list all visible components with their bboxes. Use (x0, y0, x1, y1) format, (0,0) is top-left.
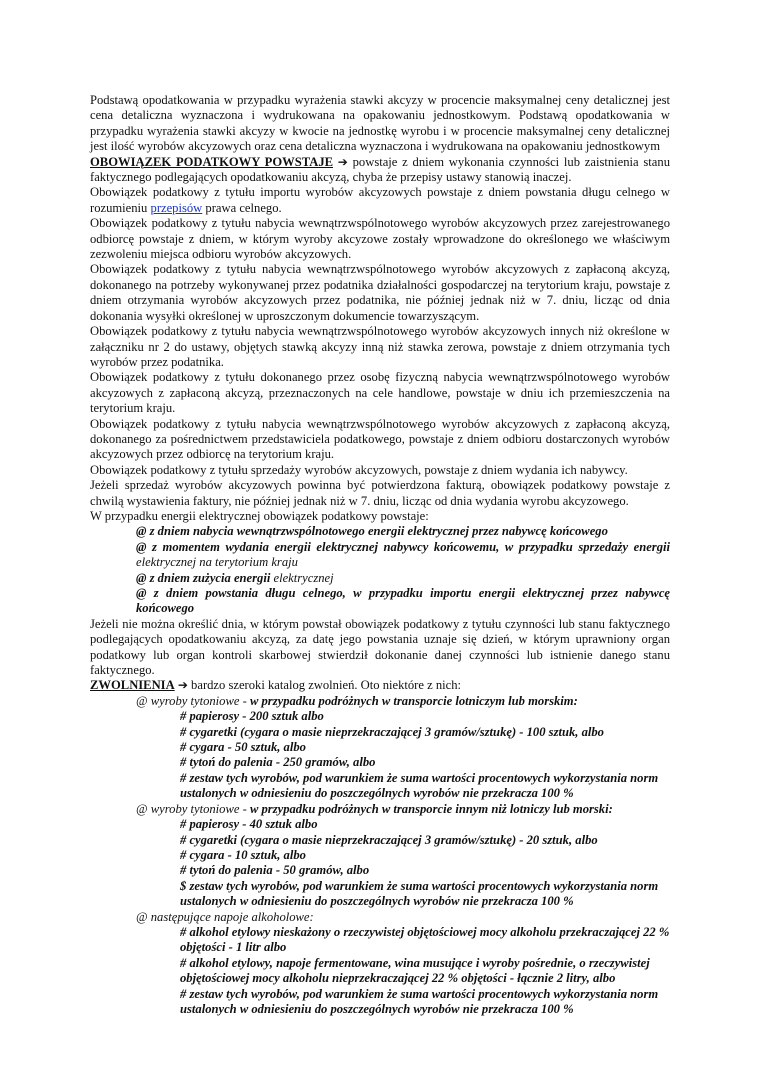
import-text-after: prawa celnego. (202, 200, 282, 215)
paragraph: Jeżeli sprzedaż wyrobów akcyzowych powinna być potwierdzona fakturą, obowiązek podatkowy powstaje z chwilą wystawienia faktury, nie później jednak niż w 7. dniu, licząc od dnia wydania wyrobu akcyzowego. (90, 478, 670, 508)
exemption-group-lead (90, 910, 670, 925)
lead-plain: @ następujące napoje alkoholowe: (136, 909, 314, 924)
exemption-item: # cygara - 50 sztuk, albo (180, 740, 306, 755)
energia-item (90, 524, 670, 539)
paragraph: Obowiązek podatkowy z tytułu nabycia wewnątrzwspólnotowego wyrobów akcyzowych z zapłaconą akcyzą, dokonanego za pośrednictwem przedstawiciela podatkowego, powstaje z dniem odbioru dostarczonych wyrobów akcyzowych przez odbiorcę na terytorium kraju. (90, 416, 670, 462)
energia-item (90, 540, 670, 571)
exemption-item: # papierosy - 200 sztuk albo (180, 709, 324, 724)
energia-item-plain: elektrycznej na terytorium kraju (136, 555, 298, 570)
paragraph: Obowiązek podatkowy z tytułu nabycia wewnątrzwspólnotowego wyrobów akcyzowych innych niż określone w załączniku nr 2 do ustawy, objętych stawką akcyzy inną niż stawka zerowa, powstaje z dniem otrzymania tych wyrobów przez podatnika. (90, 324, 670, 369)
obowiazek-text: powstaje z dniem wykonania czynności lub zaistnienia stanu faktycznego podlegających opodatkowaniu akcyzą, chyba że przepisy ustawy stanowią inaczej. (90, 154, 670, 185)
zwolnienia-heading: ZWOLNIENIA (90, 678, 175, 693)
exemption-item: # alkohol etylowy nieskażony o rzeczywistej objętościowej mocy alkoholu przekraczającej 22 % objętości - 1 litr albo (180, 924, 670, 955)
exemption-item: $ zestaw tych wyrobów, pod warunkiem że suma wartości procentowych wykorzystania norm ustalonych w odniesieniu do poszczególnych wyrobów nie przekracza 100 % (180, 878, 659, 909)
exemption-item: # cygara - 10 sztuk, albo (180, 847, 306, 862)
arrow-right-icon: ➔ (177, 678, 188, 693)
exemption-item: # alkohol etylowy, napoje fermentowane, wina musujące i wyroby pośrednie, o rzeczywistej objętościowej mocy alkoholu nieprzekraczającej 22 % objętości - łącznie 2 litry, albo (180, 955, 650, 986)
lead-plain: @ wyroby tytoniowe - (136, 801, 250, 816)
zwolnienia-text: bardzo szeroki katalog zwolnień. Oto niektóre z nich: (187, 678, 462, 693)
exemption-item: # cygaretki (cygara o masie nieprzekraczającej 3 gramów/sztukę) - 20 sztuk, albo (180, 832, 598, 847)
energia-item (90, 586, 670, 617)
obowiazek-paragraph (90, 155, 670, 186)
document-page (90, 93, 670, 1017)
zwolnienia-paragraph (90, 678, 670, 693)
import-paragraph (90, 185, 670, 216)
exemption-item: # tytoń do palenia - 250 gramów, albo (180, 755, 376, 770)
energia-item-plain: elektrycznej (270, 570, 334, 585)
date-paragraph: Jeżeli nie można określić dnia, w którym powstał obowiązek podatkowy z tytułu czynności lub stanu faktycznego podlegających opodatkowaniu akcyzą, za datę jego powstania uznaje się dzień, w którym uprawniony organ podatkowy lub organ kontroli skarbowej stwierdził dokonanie danej czynności lub istnienie danego stanu faktycznego. (90, 616, 670, 678)
import-text-before: Obowiązek podatkowy z tytułu importu wyrobów akcyzowych powstaje z dniem powstania długu celnego w rozumieniu (90, 185, 670, 215)
exemption-item: # zestaw tych wyrobów, pod warunkiem że suma wartości procentowych wykorzystania norm ustalonych w odniesieniu do poszczególnych wyrobów nie przekracza 100 % (180, 770, 659, 801)
paragraph: W przypadku energii elektrycznej obowiązek podatkowy powstaje: (90, 508, 429, 523)
exemption-group-lead (90, 802, 670, 817)
energia-item-bold: @ z momentem wydania energii elektrycznej nabywcy końcowemu, w przypadku sprzedaży energii (136, 539, 670, 554)
paragraph: Obowiązek podatkowy z tytułu sprzedaży wyrobów akcyzowych, powstaje z dniem wydania ich nabywcy. (90, 462, 628, 477)
energia-item-bold: @ z dniem powstania długu celnego, w przypadku importu energii elektrycznej przez nabywcę końcowego (136, 586, 670, 616)
przepisow-link[interactable]: przepisów (150, 200, 203, 215)
arrow-right-icon: ➔ (337, 154, 348, 169)
exemption-item: # zestaw tych wyrobów, pod warunkiem że suma wartości procentowych wykorzystania norm ustalonych w odniesieniu do poszczególnych wyrobów nie przekracza 100 % (180, 986, 659, 1016)
paragraph: Obowiązek podatkowy z tytułu nabycia wewnątrzwspólnotowego wyrobów akcyzowych z zapłaconą akcyzą, dokonanego na potrzeby wykonywanej przez podatnika działalności gospodarczej na terytorium kraju, powstaje z dniem otrzymania wyrobów akcyzowych przez podatnika, nie później jednak niż w 7. dniu, licząc od dnia dokonania wysyłki określonej w uproszczonym dokumencie towarzyszącym. (90, 262, 670, 323)
intro-paragraph: Podstawą opodatkowania w przypadku wyrażenia stawki akcyzy w procencie maksymalnej ceny detalicznej jest cena detaliczna wyznaczona i wydrukowana na opakowaniu jednostkowym. Podstawą opodatkowania w przypadku wyrażenia stawki akcyzy w kwocie na jednostkę wyrobu i w procencie maksymalnej ceny detalicznej jest ilość wyrobów akcyzowych oraz cena detaliczna wyznaczona i wydrukowana na opakowaniu jednostkowym (90, 93, 670, 154)
energia-item-bold: @ z dniem nabycia wewnątrzwspólnotowego energii elektrycznej przez nabywcę końcowego (136, 524, 608, 539)
exemption-group-lead (90, 694, 670, 709)
energia-item (90, 571, 670, 586)
exemption-item: # cygaretki (cygara o masie nieprzekraczającej 3 gramów/sztukę) - 100 sztuk, albo (180, 724, 604, 739)
paragraph: Obowiązek podatkowy z tytułu dokonanego przez osobę fizyczną nabycia wewnątrzwspólnotowego wyrobów akcyzowych z zapłaconą akcyzą, przeznaczonych na cele handlowe, powstaje w dniu ich przemieszczenia na terytorium kraju. (90, 370, 670, 416)
exemption-item: # papierosy - 40 sztuk albo (180, 817, 318, 832)
obowiazek-heading: OBOWIĄZEK PODATKOWY POWSTAJE (90, 154, 334, 169)
exemption-item: # tytoń do palenia - 50 gramów, albo (180, 863, 370, 878)
lead-bold: w przypadku podróżnych w transporcie innym niż lotniczy lub morski: (249, 801, 613, 816)
energia-item-bold: @ z dniem zużycia energii (136, 570, 271, 585)
paragraph: Obowiązek podatkowy z tytułu nabycia wewnątrzwspólnotowego wyrobów akcyzowych przez zarejestrowanego odbiorcę powstaje z dniem, w którym wyroby akcyzowe zostały wprowadzone do określonego we właściwym zezwoleniu miejsca odbioru wyrobów akcyzowych. (90, 216, 670, 262)
lead-plain: @ wyroby tytoniowe - (136, 693, 250, 708)
lead-bold: w przypadku podróżnych w transporcie lotniczym lub morskim: (249, 693, 578, 708)
